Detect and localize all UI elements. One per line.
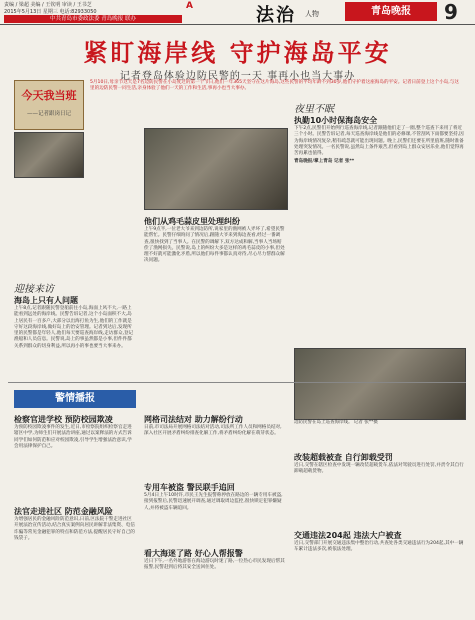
brief-3 xyxy=(144,414,286,438)
brief-4 xyxy=(144,482,286,512)
brief-title: 检察官进学校 预防校园欺凌 xyxy=(14,415,113,424)
brief-body: 近日,交警在辖区检查中发现一辆改装超载货车,依法对驾驶员进行处罚,并责令其自行卸载超载货物。 xyxy=(294,463,464,475)
masthead-editor-info xyxy=(4,2,97,16)
section-c xyxy=(294,100,464,166)
brief-body: 5月4日上午10时许,市民王先生报警称停放在路边的一辆专用车被盗,接到报警后,民警迅速展开调查,通过调取周边监控,很快锁定犯罪嫌疑人,并将被盗车辆追回。 xyxy=(144,493,283,511)
page-prefix: A xyxy=(186,1,193,11)
editor-line: 责编 / 梁超 美编 / 王钦明 审读 / 王书芝 xyxy=(4,2,92,8)
brief-body: 近日下午,一名外地游客在海边游玩时迷了路,一位热心市民发现后帮其报警,民警赶到后将其安全送回住处。 xyxy=(144,559,285,571)
section-b-heading: 他们从鸡毛蒜皮里处理纠纷 xyxy=(144,217,240,226)
section-a xyxy=(14,280,136,350)
paper-logo: 青岛晚报 xyxy=(345,2,437,21)
section-c-italic: 夜里不眠 xyxy=(294,104,334,115)
headline: 紧盯海岸线 守护海岛平安 xyxy=(83,39,392,67)
photo-patrol xyxy=(14,132,84,178)
masthead xyxy=(0,0,475,25)
lead-paragraph: 5月10日,母亲节这天是7名边防民警在小岛度过的第一个节日,他们一年365天坚守在这片海岛,这些民警的平均年龄不到30岁,他们守护着这座海岛的平安。记者日前登上这个小岛,与这里的边防民警一同生活,亲身体验了他们一天的工作和生活,事再小也当大事办。 xyxy=(90,80,459,92)
section-b-body: 上午9点半,一位老大爷来到边防所,说家里的渔网被人弄坏了,希望民警能帮忙。民警仔细询问了情况后,跟随大爷来到海边查看,经过一番调查,很快找到了当事人。在民警的调解下,双方达成和解,当事人当场赔偿了渔网损失。民警说,岛上的纠纷大多是这样的鸡毛蒜皮的小事,但处理不好就可能激化矛盾,所以他们每件事都认真对待,尽心尽力帮群众解决问题。 xyxy=(144,227,285,264)
info-banner: 警情播报 xyxy=(14,390,136,408)
section-a-heading: 海岛上只有人问题 xyxy=(14,296,78,305)
brief-body: 为预防校园欺凌事件的发生,近日,市检察院组织检察官走进辖区中学,为师生们开展法治讲座,通过以案释法的方式告诉同学们如何防范和应对校园欺凌,引导学生增强法治意识,学会用法律保护自己。 xyxy=(14,425,132,449)
page-number: 9 xyxy=(444,0,458,24)
subheadline: 记者登岛体验边防民警的一天 事再小也当大事办 xyxy=(119,71,356,82)
date-line: 2015年5月13日 星期三 电话:82933050 xyxy=(4,9,97,15)
brief-title: 交通违法204起 违法大户被查 xyxy=(294,531,402,540)
brief-5 xyxy=(144,548,286,572)
section-a-italic: 迎接来访 xyxy=(14,284,54,295)
section-subtitle: 人物 xyxy=(305,10,319,18)
section-c-body: 下午2点,民警们开始例行巡查海岸线,记者跟随他们走了一圈,整个巡查下来用了将近三个小时。民警告诉记者,每天巡查海岸线是他们的必修课,不管刮风下雨都要坚持,因为海岸线情况复杂,稍有疏忽就可能出现问题。晚上,民警们还要在所里值班,随时准备处理突发情况。一名民警说,虽然岛上条件艰苦,但看到岛上群众安居乐业,他们觉得再苦再累也值得。 xyxy=(294,126,464,157)
brief-title: 专用车被盗 警民联手追回 xyxy=(144,483,235,492)
stamp-subtitle: ——记者跟岗日记 xyxy=(26,111,71,117)
brief-title: 网格司法结对 助力解纷行动 xyxy=(144,415,243,424)
brief-body: 日前,市司法局开展网格司法结对活动,司法所工作人员和网格员结对,深入社区开展矛盾纠纷排查化解工作,将矛盾纠纷化解在萌芽状态。 xyxy=(144,425,282,437)
brief-title: 法官走进社区 防范金融风险 xyxy=(14,507,113,516)
brief-body: 近日,交警部门开展交通违法集中整治行动,共查处各类交通违法行为204起,其中一辆车累计违法多次,被依法处理。 xyxy=(294,541,464,553)
section-title: 法治 xyxy=(256,5,296,26)
brief-2 xyxy=(14,506,136,542)
stamp-title: 今天我当班 xyxy=(21,89,77,102)
column-stamp-logo xyxy=(14,80,84,130)
section-b xyxy=(144,128,286,265)
brief-body: 为增强居民的金融风险防范意识,日前,区法院干警走进社区开展法治宣传活动,结合真实案例向居民讲解非法集资、电信诈骗等常见金融犯罪的特点和防范方法,提醒居民守好自己的钱袋子。 xyxy=(14,517,135,541)
photo-caption: 边防民警在岛上巡查海岸线。 记者 张**摄 xyxy=(294,420,378,425)
photo-harbor xyxy=(294,348,466,420)
brief-7 xyxy=(294,530,464,554)
masthead-red-bar: 中共青岛市委政法委 青岛晚报 联办 xyxy=(4,15,182,23)
brief-6 xyxy=(294,452,464,476)
brief-1 xyxy=(14,414,136,450)
brief-title: 改装超载被查 自行卸载受罚 xyxy=(294,453,393,462)
section-c-heading: 执勤10小时保海岛安全 xyxy=(294,116,378,125)
section-a-body: 上午8点,记者跟随民警登船前往小岛,海面上风不大,一路上能看到远处的海岸线。民警告诉记者,这个小岛面积不大,岛上居民有一百多户,大部分以出海打鱼为生,他们的工作就是守好这段海岸线,做好岛上的治安管理。记者到达后,发现所里的民警都是年轻人,他们每天要巡查海岸线,走访群众,登记渔船和人员信息。民警说,岛上的事虽然都是小事,但件件都关系到群众的切身利益,所以再小的事也要当大事来办。 xyxy=(14,306,134,349)
photo-dispute xyxy=(144,128,288,210)
divider xyxy=(8,382,466,383)
brief-title: 看大海迷了路 好心人帮报警 xyxy=(144,549,243,558)
section-c-byline: 青岛晚报/掌上青岛 记者 张** xyxy=(294,159,355,165)
